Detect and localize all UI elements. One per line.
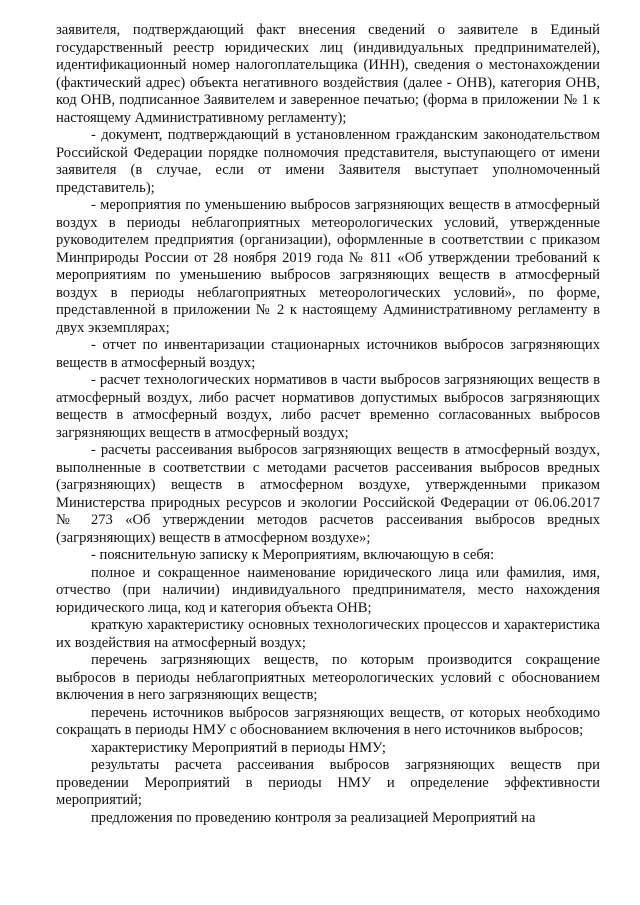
paragraph-technological-standards: - расчет технологических нормативов в части выбросов загрязняющих веществ в атмосферный воздух, либо расчет нормативов допустимых выбросов загрязняющих веществ в атмосферный воздух, либо расчет временно согласованных выбросов загрязняющих веществ в атмосферный воздух; [56, 372, 600, 441]
paragraph-explanatory-note: - пояснительную записку к Мероприятиям, включающую в себя: [91, 547, 495, 563]
paragraph-measures-characteristics: характеристику Мероприятий в периоды НМУ; [91, 739, 386, 756]
paragraph-dispersion-calculations: - расчеты рассеивания выбросов загрязняющих веществ в атмосферный воздух, выполненные в соответствии с методами расчетов рассеивания выбросов вредных (загрязняющих) веществ в атмосферном воздухе, утвержденными приказом Министерства природных ресурсов и экологии Российской Федерации от 06.06.2017 № 273 «Об утверждении методов расчетов рассеивания выбросов вредных (загрязняющих) веществ в атмосферном воздухе»; [56, 442, 600, 546]
paragraph-entity-name: полное и сокращенное наименование юридического лица или фамилия, имя, отчество (при наличии) индивидуального предпринимателя, место нахождения юридического лица, код и категория объекта ОНВ; [56, 564, 600, 616]
paragraph-emission-reduction-measures: - мероприятия по уменьшению выбросов загрязняющих веществ в атмосферный воздух в периоды неблагоприятных метеорологических условий, утвержденные руководителем предприятия (организации), оформленные в соответствии с приказом Минприроды России от 28 ноября 2019 года № 811 «Об утверждении требований к мероприятиям по уменьшению выбросов загрязняющих веществ в атмосферный воздух в периоды неблагоприятных метеорологических условий», по форме, представленной в приложении № 2 к настоящему Административному регламенту в двух экземплярах; [56, 197, 600, 336]
paragraph-process-characteristics: краткую характеристику основных технологических процессов и характеристика их воздействия на атмосферный воздух; [56, 617, 600, 651]
paragraph-source-list: перечень источников выбросов загрязняющих веществ, от которых необходимо сокращать в периоды НМУ с обоснованием включения в него источников выбросов; [56, 704, 600, 738]
paragraph-control-proposals: предложения по проведению контроля за реализацией Мероприятий на [91, 809, 536, 826]
paragraph-representative-authority: - документ, подтверждающий в установленном гражданским законодательством Российской Федерации порядке полномочия представителя, выступающего от имени заявителя (в случае, если от имени Заявителя выступает уполномоченный представитель); [56, 127, 600, 196]
paragraph-pollutant-list: перечень загрязняющих веществ, по которым производится сокращение выбросов в периоды неблагоприятных метеорологических условий с обоснованием включения в него загрязняющих веществ; [56, 652, 600, 703]
paragraph-inventory-report: - отчет по инвентаризации стационарных источников выбросов загрязняющих веществ в атмосферный воздух; [56, 337, 600, 371]
paragraph-calculation-results: результаты расчета рассеивания выбросов загрязняющих веществ при проведении Мероприятий в периоды НМУ и определение эффективности мероприятий; [56, 757, 600, 808]
paragraph-applicant-registry: заявителя, подтверждающий факт внесения сведений о заявителе в Единый государственный реестр юридических лиц (индивидуальных предпринимателей), идентификационный номер налогоплательщика (ИНН), сведения о местонахождении (фактический адрес) объекта негативного воздействия (далее - ОНВ), категория ОНВ, код ОНВ, подписанное Заявителем и заверенное печатью; (форма в приложении № 1 к настоящему Административному регламенту); [56, 22, 600, 126]
